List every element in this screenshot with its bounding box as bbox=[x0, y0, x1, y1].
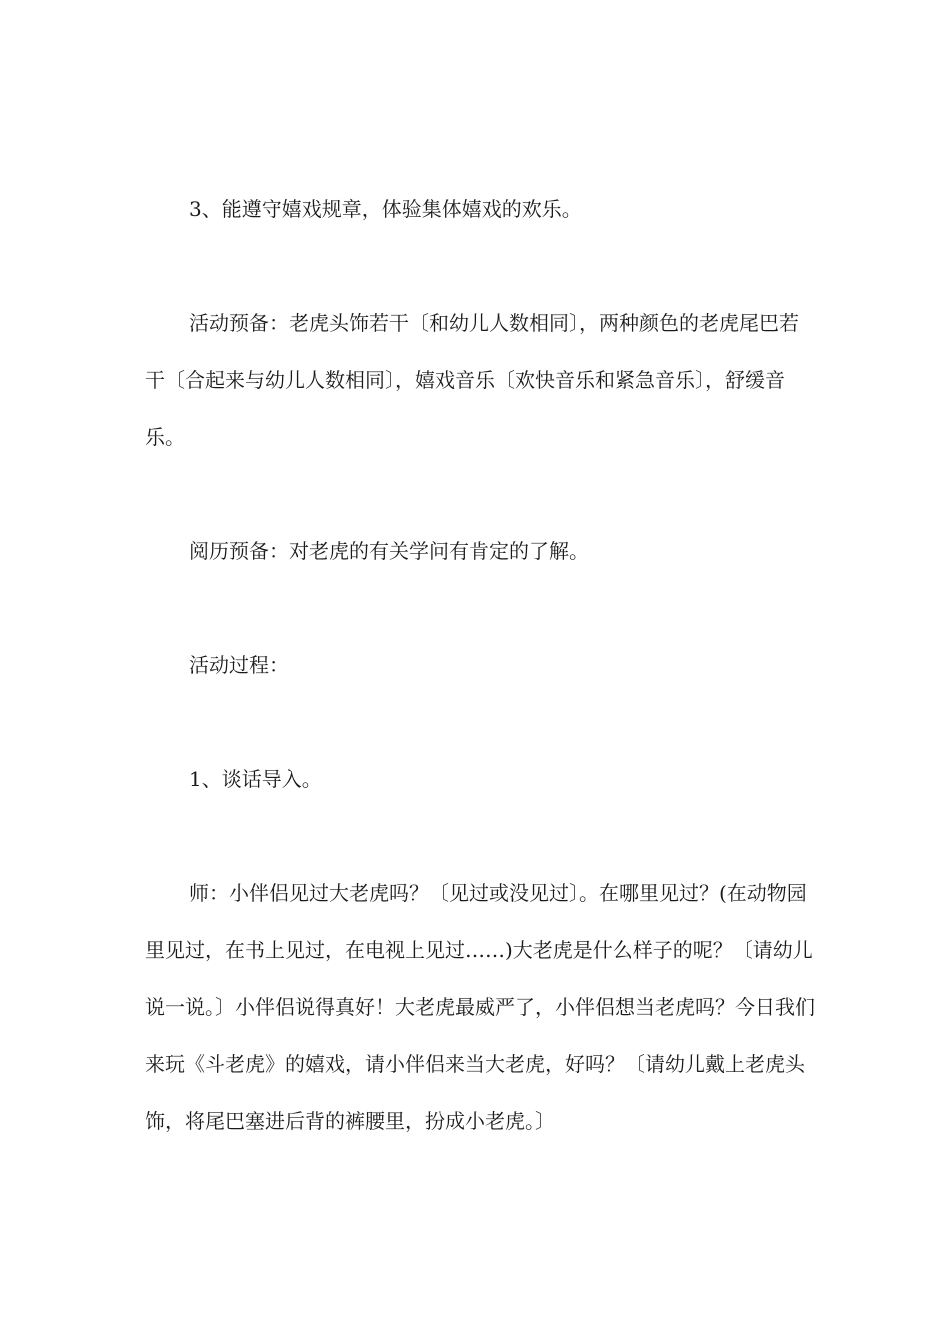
paragraph-line: 样子的呢？〔请幼儿说一说。〕小伴侣说得真好！大老虎最威严了， bbox=[145, 938, 813, 1019]
paragraph-goal-3 bbox=[145, 181, 815, 238]
paragraph-line: 阅历预备：对老虎的有关学问有肯定的了解。 bbox=[189, 539, 589, 563]
paragraph-line: 小伴侣想当老虎吗？今日我们来玩《斗老虎》的嬉戏，请小伴侣来 bbox=[145, 995, 815, 1076]
paragraph-teacher-dialogue bbox=[145, 865, 815, 1150]
paragraph-experience-preparation bbox=[145, 523, 815, 580]
paragraph-line: 里，扮成小老虎。〕 bbox=[385, 1109, 555, 1133]
paragraph-step-1 bbox=[145, 751, 815, 808]
paragraph-line: 活动预备：老虎头饰若干〔和幼儿人数相同〕，两种颜色的老 bbox=[189, 311, 719, 335]
paragraph-line: 3、能遵守嬉戏规章，体验集体嬉戏的欢乐。 bbox=[189, 197, 582, 221]
paragraph-line: 虎尾巴若干〔合起来与幼儿人数相同〕，嬉戏音乐〔欢快音乐和紧 bbox=[145, 311, 799, 392]
paragraph-activity-preparation bbox=[145, 295, 815, 466]
paragraph-line: 当大老虎，好吗？〔请幼儿戴上老虎头饰，将尾巴塞进后背的裤腰 bbox=[145, 1052, 805, 1133]
paragraph-line: (在动物园里见过，在书上见过，在电视上见过……)大老虎是什么 bbox=[145, 881, 807, 962]
paragraph-line: 急音乐〕，舒缓音乐。 bbox=[145, 368, 785, 449]
heading-text: 活动过程： bbox=[189, 653, 289, 677]
section-heading-activity-process bbox=[145, 637, 815, 694]
paragraph-line: 1、谈话导入。 bbox=[189, 767, 322, 791]
paragraph-line: 师：小伴侣见过大老虎吗？〔见过或没见过〕。在哪里见过？ bbox=[189, 881, 719, 905]
